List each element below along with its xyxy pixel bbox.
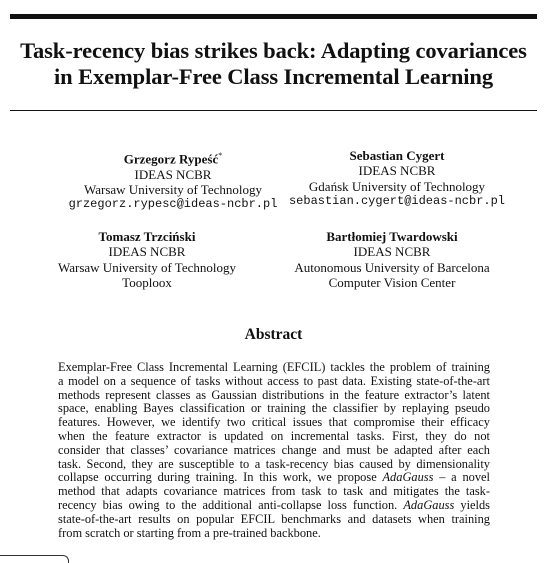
abstract-line: methods represent classes as Gaussian distributions in the feature extractor’s latent [58, 387, 490, 402]
method-name: AdaGauss [403, 497, 455, 512]
abstract-line: method that adapts covariance matrices from task to task and mitigates the task- [58, 484, 490, 499]
author-affiliation: Gdańsk University of Technology [308, 178, 486, 194]
author-block-trzcinski [17, 229, 277, 290]
abstract-line: recency bias owing to the additional anti-collapse loss function. AdaGauss yields [58, 497, 490, 512]
abstract-line: Exemplar-Free Class Incremental Learning (EFCIL) tackles the problem of training [58, 360, 490, 374]
author-block-cygert [267, 148, 527, 209]
abstract-line: state-of-the-art results on popular EFCIL benchmarks and datasets when training [58, 511, 490, 526]
author-affiliation: Autonomous University of Barcelona [294, 259, 490, 275]
author-affiliation: IDEAS NCBR [358, 163, 436, 179]
author-affiliation: Tooploox [122, 274, 172, 290]
author-affiliation: Warsaw University of Technology [84, 181, 262, 197]
author-block-twardowski [262, 229, 522, 290]
paper-title [0, 38, 547, 90]
abstract-body [58, 361, 490, 540]
top-rule [10, 14, 537, 19]
author-block-rypesc [43, 148, 303, 213]
author-email[interactable]: sebastian.cygert@ideas-ncbr.pl [288, 193, 506, 208]
author-name: Bartłomiej Twardowski [326, 229, 458, 244]
abstract-line: collapse occurring during training. In this work, we propose AdaGauss – a novel [58, 470, 490, 485]
abstract-line: space, enabling Bayes classification or training the classifier by replaying pseudo [58, 401, 490, 416]
author-affiliation: Computer Vision Center [328, 274, 456, 290]
abstract-line: a model on a sequence of tasks without access to past data. Existing state-of-the-art [58, 373, 490, 388]
author-name: Grzegorz Rypeść* [123, 151, 223, 167]
abstract-line: features. However, we identify two critical issues that compromise their efficacy [58, 415, 490, 430]
abstract-heading: Abstract [244, 326, 303, 343]
author-affiliation: IDEAS NCBR [134, 166, 212, 182]
author-name: Sebastian Cygert [349, 148, 445, 163]
method-name: AdaGauss [382, 470, 434, 485]
title-line-1: Task-recency bias strikes back: Adapting covariances [20, 38, 527, 63]
author-name: Tomasz Trzciński [98, 229, 196, 244]
title-line-2: in Exemplar-Free Class Incremental Learning [54, 64, 493, 89]
abstract-line: task. Second, they are susceptible to a task-recency bias caused by dimensionality [58, 456, 490, 471]
abstract-line: from scratch or starting from a pre-trained backbone. [58, 525, 321, 540]
author-affiliation: IDEAS NCBR [353, 244, 431, 260]
author-email[interactable]: grzegorz.rypesc@ideas-ncbr.pl [68, 197, 278, 212]
author-affiliation: IDEAS NCBR [108, 244, 186, 260]
title-rule [10, 110, 537, 111]
abstract-line: consider that classes’ covariance matrices change and must be adapted after each [58, 442, 490, 457]
author-footnote-mark: * [218, 151, 223, 160]
abstract-line: when the feature extractor is updated on incremental tasks. First, they do not [58, 428, 490, 443]
author-affiliation: Warsaw University of Technology [58, 259, 236, 275]
